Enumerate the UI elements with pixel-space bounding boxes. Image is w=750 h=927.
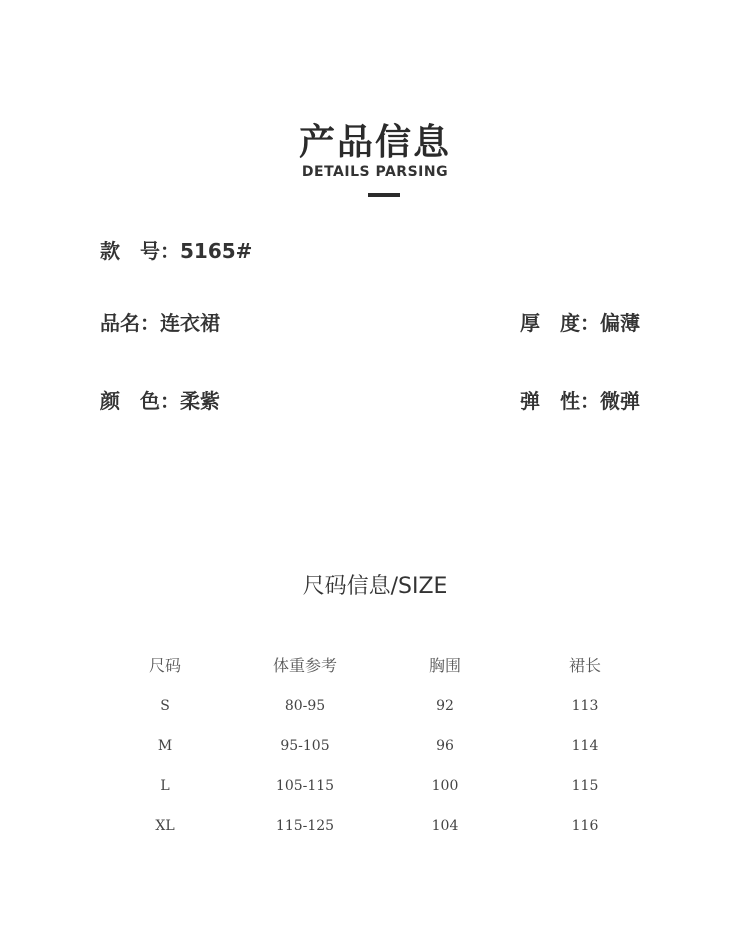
table-cell: 92 (436, 698, 454, 714)
table-cell: 104 (431, 818, 459, 834)
product-name-field (100, 311, 220, 335)
table-cell: 105-115 (275, 778, 335, 794)
elasticity-field (520, 389, 640, 413)
table-cell: S (160, 698, 170, 714)
table-cell: 115-125 (275, 818, 335, 834)
table-cell: 80-95 (284, 698, 326, 714)
style-number-value: 5165# (180, 239, 253, 263)
table-cell: 114 (571, 738, 599, 754)
table-cell: M (157, 738, 173, 754)
table-cell: 95-105 (280, 738, 330, 754)
size-section-title: 尺码信息/SIZE (302, 574, 448, 599)
thickness-value: 偏薄 (600, 311, 640, 335)
thickness-label: 厚 度： (520, 311, 600, 335)
table-header-size: 尺码 (148, 656, 181, 675)
table-header-bust: 胸围 (428, 656, 461, 675)
elasticity-label: 弹 性： (520, 389, 600, 413)
thickness-field (520, 311, 640, 335)
product-name-value: 连衣裙 (160, 311, 220, 335)
page-title-en: DETAILS PARSING (301, 164, 449, 180)
color-label: 颜 色： (100, 389, 180, 413)
table-cell: 115 (571, 778, 599, 794)
table-cell: 116 (571, 818, 599, 834)
elasticity-value: 微弹 (600, 389, 640, 413)
style-number-label: 款 号： (100, 239, 180, 263)
style-number-field (100, 239, 252, 263)
table-header-length: 裙长 (568, 656, 601, 675)
table-cell: 113 (571, 698, 599, 714)
page-title-cn: 产品信息 (298, 122, 451, 163)
title-underline (368, 193, 400, 197)
table-cell: 100 (431, 778, 459, 794)
table-header-weight: 体重参考 (272, 656, 337, 675)
color-field (100, 389, 220, 413)
product-name-label: 品名： (100, 311, 160, 335)
table-cell: 96 (436, 738, 454, 754)
table-cell: L (160, 778, 170, 794)
color-value: 柔紫 (180, 389, 220, 413)
table-cell: XL (155, 818, 175, 834)
